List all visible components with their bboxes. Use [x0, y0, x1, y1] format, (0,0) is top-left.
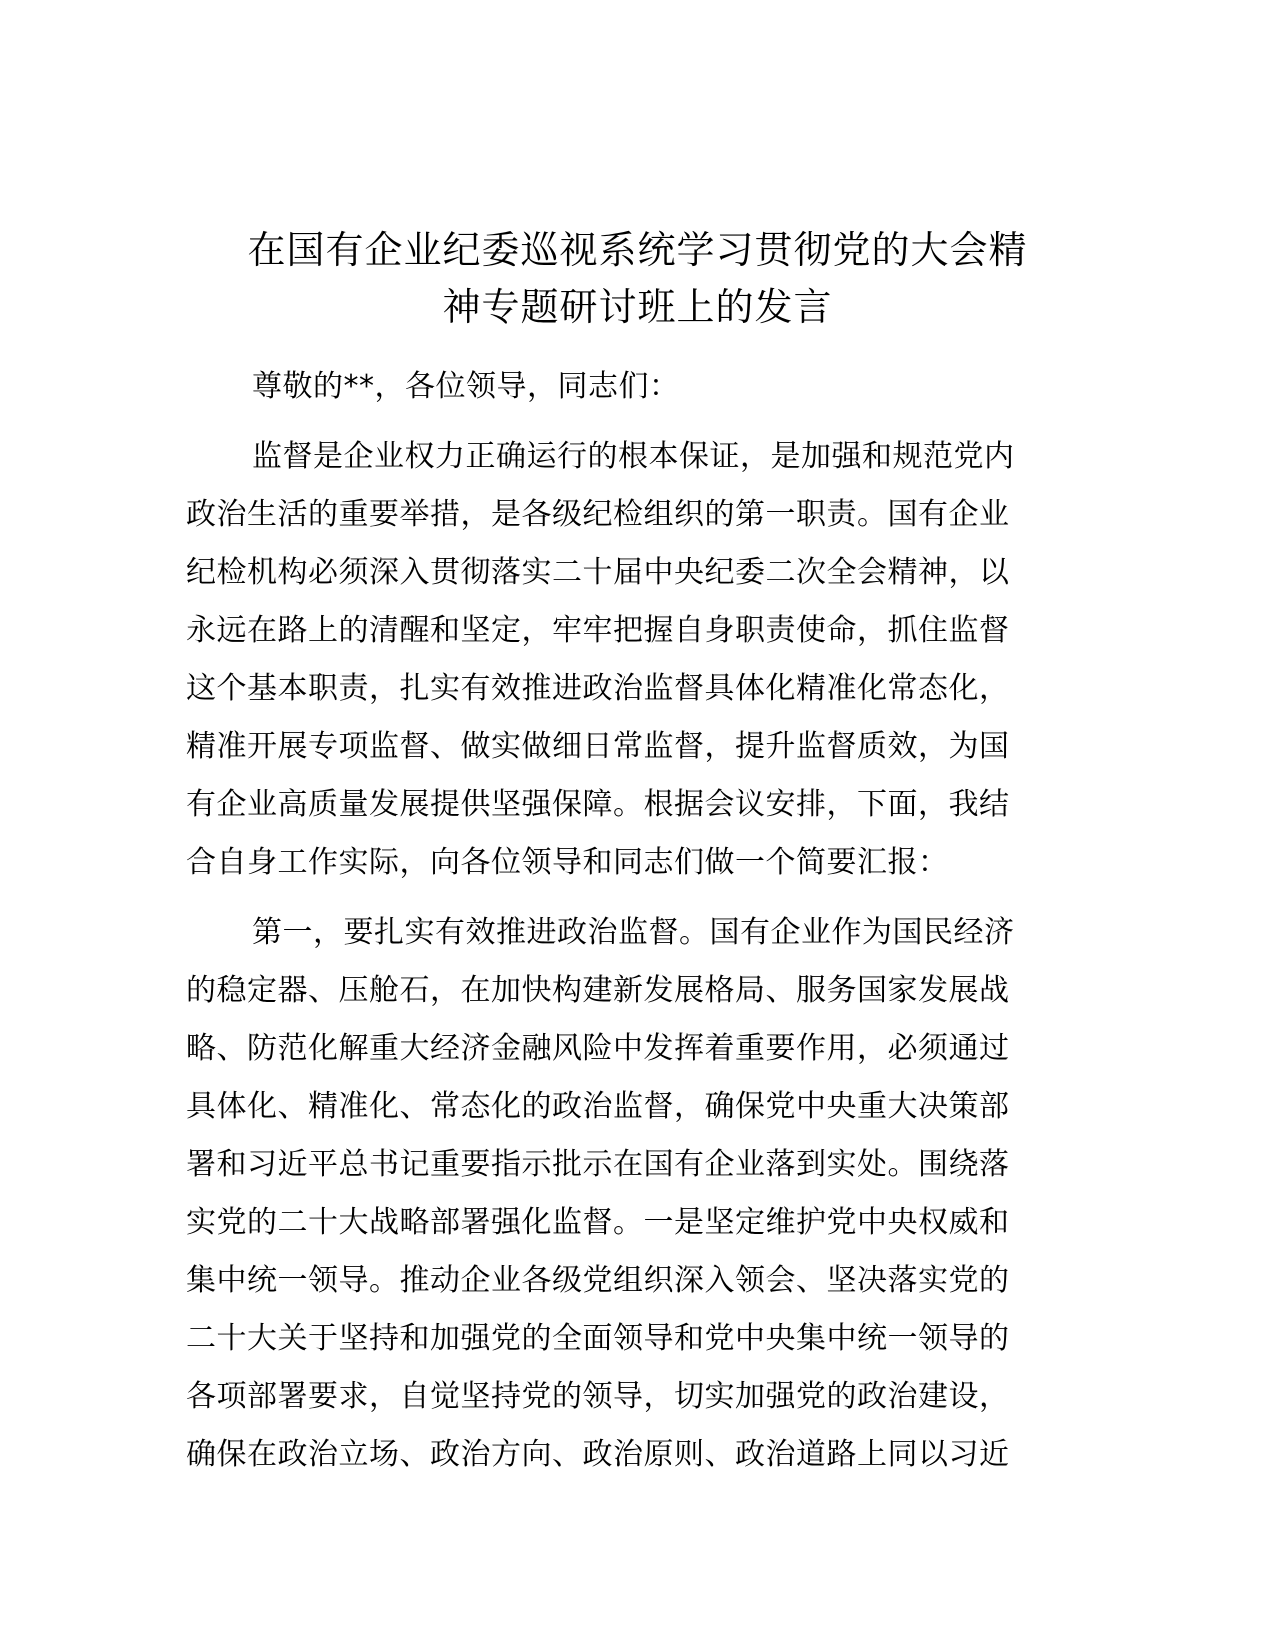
paragraph-line: 集中统一领导。推动企业各级党组织深入领会、坚决落实党的: [186, 1263, 1010, 1298]
paragraph-line: 署和习近平总书记重要指示批示在国有企业落到实处。围绕落: [186, 1147, 1010, 1182]
paragraph-spacer: [186, 892, 1090, 904]
paragraph-line: 第一，要扎实有效推进政治监督。国有企业作为国民经济: [252, 915, 1015, 950]
paragraph-line: 各项部署要求，自觉坚持党的领导，切实加强党的政治建设，: [186, 1379, 1010, 1414]
paragraph-line: 政治生活的重要举措，是各级纪检组织的第一职责。国有企业: [186, 497, 1010, 532]
paragraph-line: 的稳定器、压舱石，在加快构建新发展格局、服务国家发展战: [186, 973, 1010, 1008]
paragraph-line: 具体化、精准化、常态化的政治监督，确保党中央重大决策部: [186, 1089, 1010, 1124]
paragraph-line: 实党的二十大战略部署强化监督。一是坚定维护党中央权威和: [186, 1205, 1010, 1240]
paragraph-line: 合自身工作实际，向各位领导和同志们做一个简要汇报：: [186, 845, 949, 880]
document-title: [185, 222, 1090, 336]
paragraph-line: 纪检机构必须深入贯彻落实二十届中央纪委二次全会精神，以: [186, 555, 1010, 590]
paragraph-line: 精准开展专项监督、做实做细日常监督，提升监督质效，为国: [186, 729, 1010, 764]
salutation-line: 尊敬的**，各位领导，同志们：: [252, 369, 680, 404]
paragraph-1: [186, 428, 1090, 892]
paragraph-spacer: [186, 416, 1090, 428]
paragraph-line: 这个基本职责，扎实有效推进政治监督具体化精准化常态化，: [186, 671, 1010, 706]
paragraph-line: 略、防范化解重大经济金融风险中发挥着重要作用，必须通过: [186, 1031, 1010, 1066]
title-line: 神专题研讨班上的发言: [442, 285, 833, 329]
paragraph-line: 确保在政治立场、政治方向、政治原则、政治道路上同以习近: [186, 1437, 1010, 1472]
title-line: 在国有企业纪委巡视系统学习贯彻党的大会精: [247, 228, 1028, 272]
paragraph-line: 有企业高质量发展提供坚强保障。根据会议安排，下面，我结: [186, 787, 1010, 822]
paragraph-line: 永远在路上的清醒和坚定，牢牢把握自身职责使命，抓住监督: [186, 613, 1010, 648]
paragraph-line: 二十大关于坚持和加强党的全面领导和党中央集中统一领导的: [186, 1321, 1010, 1356]
paragraph-2: [186, 904, 1090, 1484]
paragraph-line: 监督是企业权力正确运行的根本保证，是加强和规范党内: [252, 439, 1015, 474]
salutation-paragraph: [186, 358, 1090, 416]
document-body: [186, 358, 1090, 1484]
